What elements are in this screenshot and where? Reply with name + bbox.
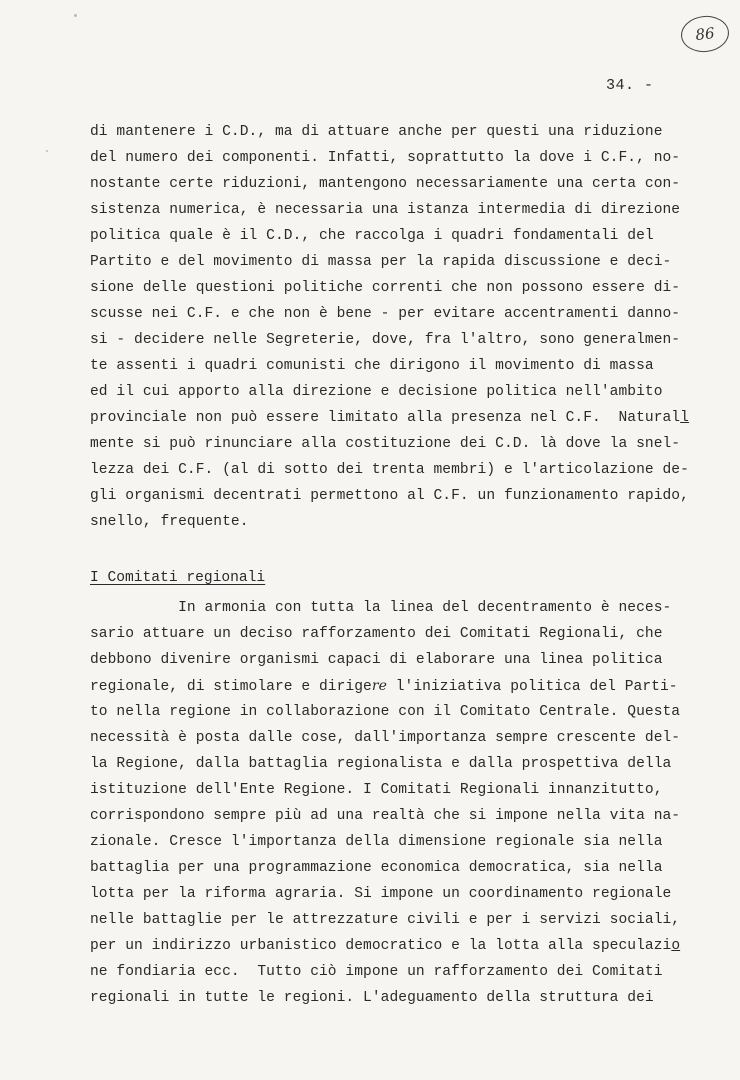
text-line: di mantenere i C.D., ma di attuare anche per questi una riduzione: [90, 124, 663, 140]
archive-number: 86: [694, 24, 716, 44]
text-line: sione delle questioni politiche correnti che non possono essere di-: [90, 280, 681, 296]
text-line-main: per un indirizzo urbanistico democratico e la lotta alla speculazi: [90, 938, 672, 954]
text-line-rest: l'iniziativa politica del Parti-: [386, 679, 678, 695]
paper-speck: [46, 150, 48, 152]
text-line: gli organismi decentrati permettono al C.F. un funzionamento rapido,: [90, 488, 689, 504]
text-line: ed il cui apporto alla direzione e decisione politica nell'ambito: [90, 384, 663, 400]
text-line: sistenza numerica, è necessaria una istanza intermedia di direzione: [90, 202, 681, 218]
text-line: snello, frequente.: [90, 514, 249, 530]
text-line: [90, 938, 680, 954]
text-line: nostante certe riduzioni, mantengono necessariamente una certa con-: [90, 176, 681, 192]
text-line: lezza dei C.F. (al di sotto dei trenta membri) e l'articolazione de-: [90, 462, 689, 478]
text-line: zionale. Cresce l'importanza della dimensione regionale sia nella: [90, 834, 663, 850]
page-number: 34. -: [606, 77, 654, 94]
text-line: la Regione, dalla battaglia regionalista e dalla prospettiva della: [90, 756, 672, 772]
text-line: to nella regione in collaborazione con il Comitato Centrale. Questa: [90, 704, 681, 720]
text-line: [90, 678, 678, 695]
text-line: politica quale è il C.D., che raccolga i quadri fondamentali del: [90, 228, 654, 244]
underlined-letter: l: [680, 410, 689, 426]
text-line-main: provinciale non può essere limitato alla presenza nel C.F. Natural: [90, 410, 681, 426]
text-line: corrispondono sempre più ad una realtà che si impone nella vita na-: [90, 808, 681, 824]
paper-speck: [74, 14, 77, 17]
text-line: scusse nei C.F. e che non è bene - per evitare accentramenti danno-: [90, 306, 681, 322]
text-line: battaglia per una programmazione economica democratica, sia nella: [90, 860, 663, 876]
underlined-letter: o: [671, 938, 681, 954]
text-line: te assenti i quadri comunisti che dirigono il movimento di massa: [90, 358, 654, 374]
text-line: mente si può rinunciare alla costituzione dei C.D. là dove la snel-: [90, 436, 681, 452]
text-line: debbono divenire organismi capaci di elaborare una linea politica: [90, 652, 663, 668]
text-line: del numero dei componenti. Infatti, soprattutto la dove i C.F., no-: [90, 150, 681, 166]
text-line: si - decidere nelle Segreterie, dove, fra l'altro, sono generalmen-: [90, 332, 681, 348]
text-line: ne fondiaria ecc. Tutto ciò impone un rafforzamento dei Comitati: [90, 964, 663, 980]
section-heading: I Comitati regionali: [90, 570, 266, 586]
text-line: nelle battaglie per le attrezzature civili e per i servizi sociali,: [90, 912, 681, 928]
text-line: sario attuare un deciso rafforzamento dei Comitati Regionali, che: [90, 626, 663, 642]
text-line: [90, 410, 689, 426]
text-line: istituzione dell'Ente Regione. I Comitati Regionali innanzitutto,: [90, 782, 663, 798]
text-line: necessità è posta dalle cose, dall'importanza sempre crescente del-: [90, 730, 681, 746]
text-line: regionali in tutte le regioni. L'adeguamento della struttura dei: [90, 990, 654, 1006]
text-line-main: regionale, di stimolare e dirige: [90, 679, 372, 695]
text-line: lotta per la riforma agraria. Si impone un coordinamento regionale: [90, 886, 672, 902]
handwritten-correction: re: [371, 678, 387, 694]
archive-number-stamp: [679, 14, 731, 55]
text-line: Partito e del movimento di massa per la rapida discussione e deci-: [90, 254, 672, 270]
text-line: In armonia con tutta la linea del decentramento è neces-: [90, 600, 672, 616]
